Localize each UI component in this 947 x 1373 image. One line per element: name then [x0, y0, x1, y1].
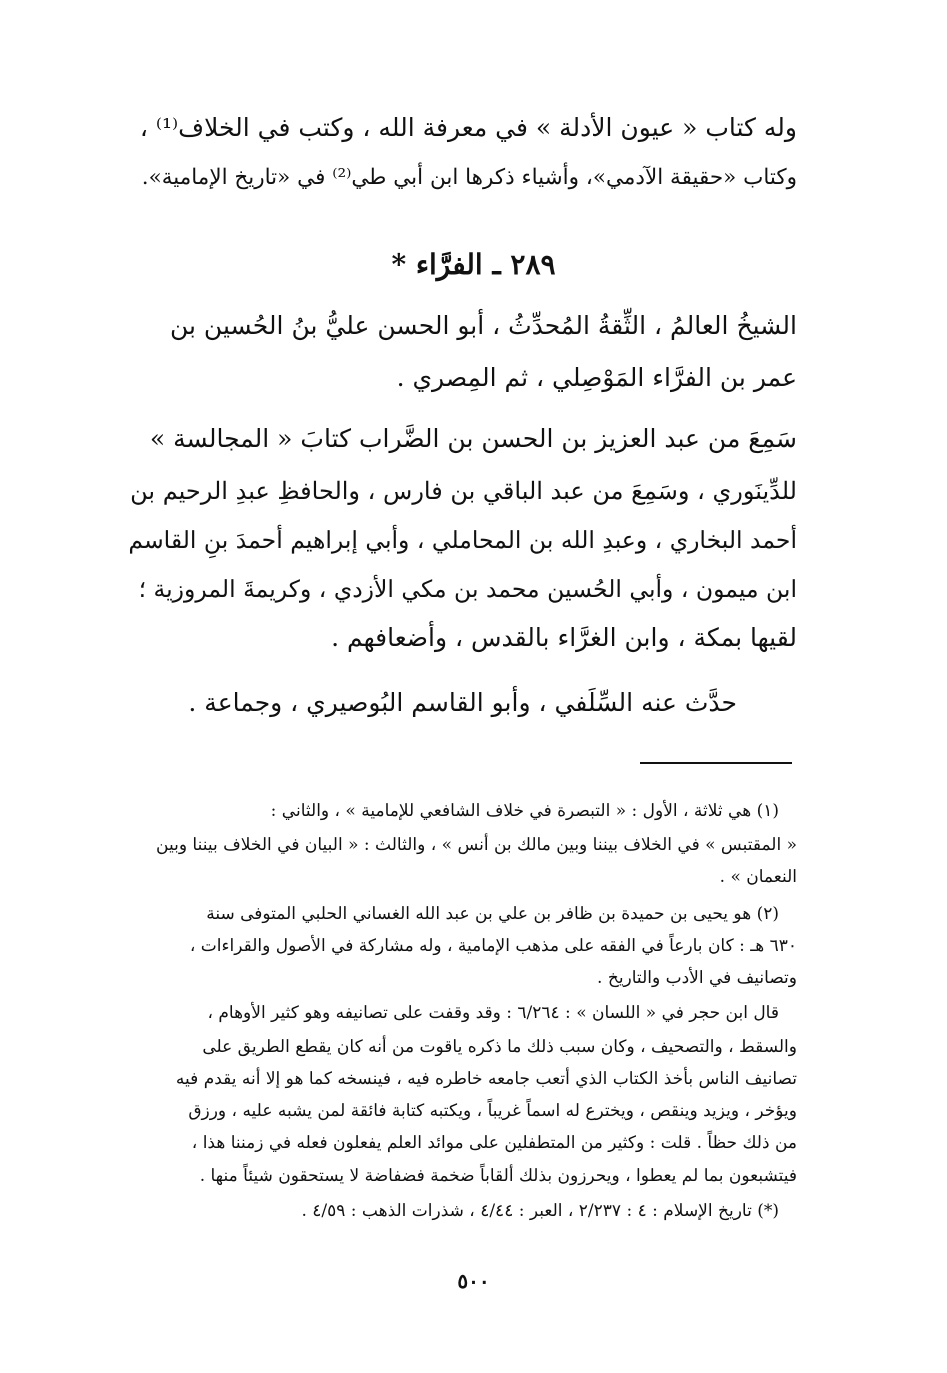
footnote-quote-line-1: قال ابن حجر في « اللسان » : ٦/٢٦٤ : وقد وقفت على تصانيفه وهو كثير الأوهام ،	[207, 1003, 779, 1023]
footnote-1-line-2: « المقتبس » في الخلاف بيننا وبين مالك بن أنس » ، والثالث : « البيان في الخلاف بيننا وبين	[156, 835, 797, 855]
footnote-quote-line-3: تصانيف الناس بأخذ الكتاب الذي أتعب جامعه خاطره فيه ، فينسخه كما هو إلا أنه يقدم فيه	[175, 1069, 797, 1089]
page-number: ٥٠٠	[457, 1269, 490, 1293]
heard-line-2: للدِّينَوري ، وسَمِعَ من عبد الباقي بن فارس ، والحافظِ عبدِ الرحيم بن	[130, 477, 797, 505]
bio-line-2: عمر بن الفرَّاء المَوْصِلي ، ثم المِصري .	[396, 363, 797, 392]
students-line: حدَّث عنه السِّلَفي ، وأبو القاسم البُوصيري ، وجماعة .	[188, 688, 737, 717]
bio-line-1: الشيخُ العالمُ ، الثِّقةُ المُحدِّثُ ، أبو الحسن عليُّ بنُ الحُسين بن	[169, 311, 797, 340]
footnote-1-line-3: النعمان » .	[719, 867, 797, 887]
footnote-quote-line-2: والسقط ، والتصحيف ، وكان سبب ذلك ما ذكره ياقوت من أنه كان يقطع الطريق على	[202, 1037, 797, 1057]
heard-line-5: لقيها بمكة ، وابن الغرَّاء بالقدس ، وأضعافهم .	[331, 623, 797, 652]
footnote-2-line-2: ٦٣٠ هـ : كان بارعاً في الفقه على مذهب الإمامية ، وله مشاركة في الأصول والقراءات ،	[189, 936, 797, 956]
footnote-quote-line-5: من ذلك حظاً . قلت : وكثير من المتطفلين على موائد العلم يفعلون فعله في زمننا هذا ،	[191, 1133, 797, 1153]
footnote-quote-line-6: فيتشبعون بما لم يعطوا ، ويحرزون بذلك ألقاباً ضخمة فضفاضة لا يستحقون شيئاً منها .	[199, 1166, 797, 1186]
heard-line-3: أحمد البخاري ، وعبدِ الله بن المحاملي ، وأبي إبراهيم أحمدَ بنِ القاسم	[128, 526, 797, 554]
heard-line-1: سَمِعَ من عبد العزيز بن الحسن بن الضَّراب كتابَ « المجالسة »	[149, 424, 797, 453]
footnote-2-line-1: (٢) هو يحيى بن حميدة بن ظافر بن علي بن عبد الله الغساني الحلبي المتوفى سنة	[206, 904, 779, 924]
entry-heading: ٢٨٩ ـ الفرَّاء *	[391, 248, 556, 281]
heard-line-4: ابن ميمون ، وأبي الحُسين محمد بن مكي الأزدي ، وكريمةَ المروزية ؛	[138, 575, 797, 603]
footnote-quote-line-4: ويؤخر ، ويزيد وينقص ، ويخترع له اسماً غريباً ، ويكتبه كتابة فائقة لمن يشبه عليه ، ورزق	[188, 1101, 797, 1121]
footnote-2-line-3: وتصانيف في الأدب والتاريخ .	[597, 968, 797, 988]
intro-line-2: وكتاب «حقيقة الآدمي»، وأشياء ذكرها ابن أبي طي⁽²⁾ في «تاريخ الإمامية».	[141, 165, 797, 190]
sources-footnote: (*) تاريخ الإسلام : ٤ : ٢/٢٣٧ ، العبر : ٤/٤٤ ، شذرات الذهب : ٤/٥٩ .	[301, 1201, 779, 1221]
footnote-separator	[640, 762, 792, 764]
footnote-1-line-1: (١) هي ثلاثة ، الأول : « التبصرة في خلاف الشافعي للإمامية » ، والثاني :	[270, 801, 779, 821]
intro-line-1: وله كتاب « عيون الأدلة » في معرفة الله ، وكتب في الخلاف⁽¹⁾ ،	[139, 113, 797, 142]
